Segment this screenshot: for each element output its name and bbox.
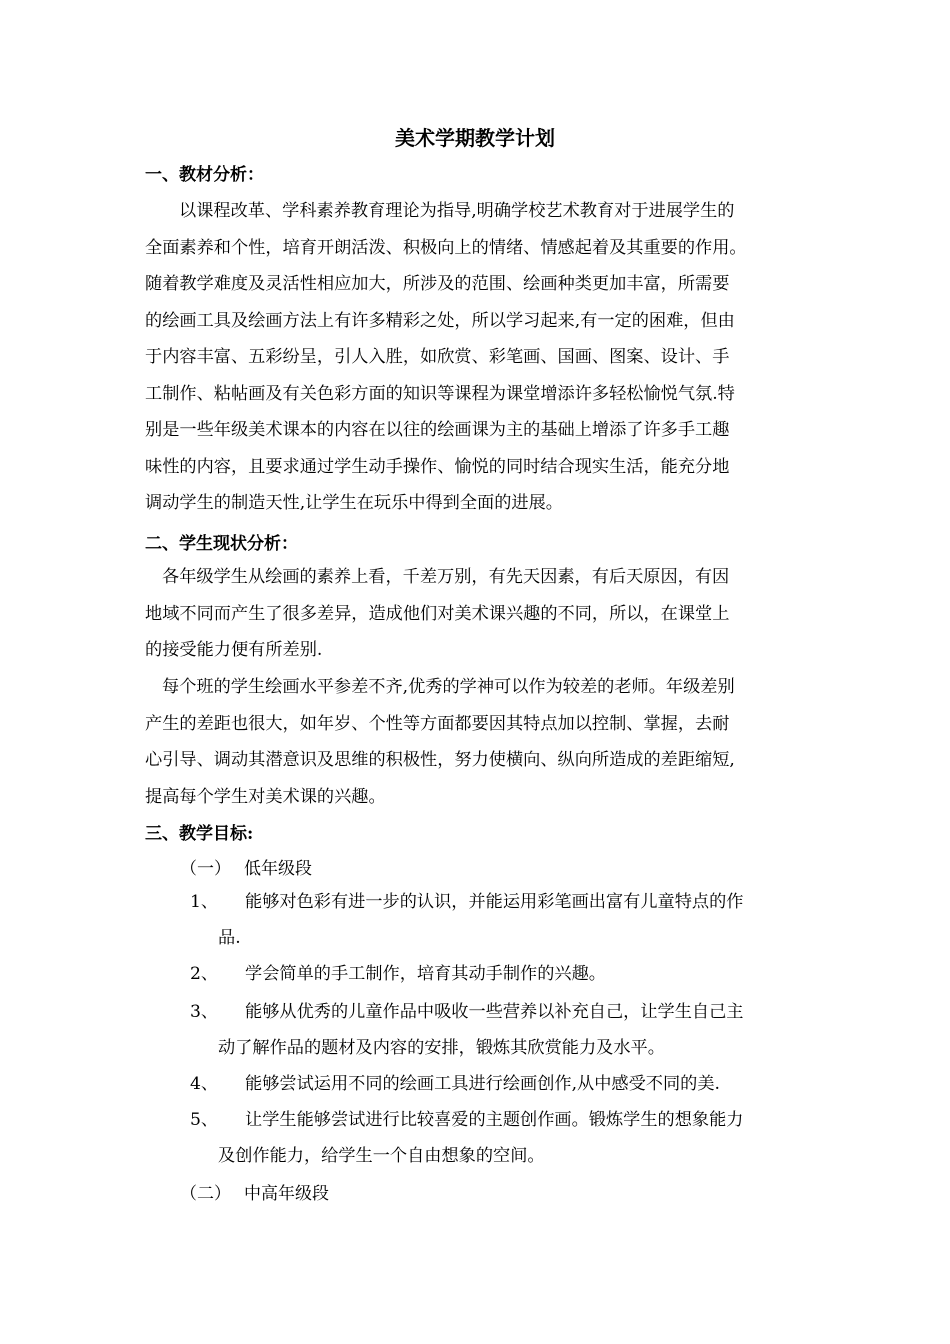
paragraph-line: 别是一些年级美术课本的内容在以往的绘画课为主的基础上增添了许多手工趣 (145, 420, 730, 440)
paragraph-line: 的绘画工具及绘画方法上有许多精彩之处，所以学习起来,有一定的困难，但由 (145, 310, 735, 331)
paragraph-line: 于内容丰富、五彩纷呈，引人入胜，如欣赏、彩笔画、国画、图案、设计、手 (145, 347, 730, 367)
paragraph-line: 随着教学难度及灵活性相应加大，所涉及的范围、绘画种类更加丰富，所需要 (145, 274, 730, 294)
paragraph-line: 全面素养和个性，培育开朗活泼、积极向上的情绪、情感起着及其重要的作用。 (145, 237, 747, 258)
item-text-continued: 品. (218, 928, 241, 948)
item-number: 1、 (190, 892, 219, 912)
item-text: 能够尝试运用不同的绘画工具进行绘画创作,从中感受不同的美. (245, 1074, 720, 1094)
item-text-continued: 及创作能力，给学生一个自由想象的空间。 (218, 1146, 545, 1166)
paragraph-line: 各年级学生从绘画的素养上看，千差万别，有先天因素，有后天原因，有因 (162, 567, 730, 587)
section-heading-textbook-analysis: 一、教材分析： (145, 165, 264, 185)
paragraph-line: 产生的差距也很大，如年岁、个性等方面都要因其特点加以控制、掌握，去耐 (145, 713, 730, 734)
subsection-marker: （二） (180, 1184, 231, 1204)
item-text-continued: 动了解作品的题材及内容的安排，锻炼其欣赏能力及水平。 (218, 1038, 665, 1058)
item-number: 3、 (190, 1002, 219, 1022)
paragraph-line: 提高每个学生对美术课的兴趣。 (145, 786, 386, 807)
item-text: 学会简单的手工制作，培育其动手制作的兴趣。 (245, 964, 606, 984)
item-number: 5、 (190, 1110, 219, 1130)
item-number: 4、 (190, 1074, 219, 1094)
subsection-label: 中高年级段 (244, 1184, 329, 1204)
paragraph-line: 以课程改革、学科素养教育理论为指导,明确学校艺术教育对于进展学生的 (179, 201, 735, 221)
subsection-marker: （一） (180, 859, 231, 879)
paragraph-line: 工制作、粘帖画及有关色彩方面的知识等课程为课堂增添许多轻松愉悦气氛.特 (145, 383, 735, 404)
item-text: 让学生能够尝试进行比较喜爱的主题创作画。锻炼学生的想象能力 (245, 1110, 744, 1130)
paragraph-student-analysis-2 (145, 669, 815, 815)
paragraph-line: 每个班的学生绘画水平参差不齐,优秀的学神可以作为较差的老师。年级差别 (162, 677, 735, 697)
paragraph-line: 味性的内容，且要求通过学生动手操作、愉悦的同时结合现实生活，能充分地 (145, 456, 730, 477)
section-heading-student-analysis: 二、学生现状分析： (145, 534, 298, 554)
paragraph-line: 地域不同而产生了很多差异，造成他们对美术课兴趣的不同，所以，在课堂上 (145, 603, 730, 624)
document-title: 美术学期教学计划 (395, 126, 555, 150)
subsection-label: 低年级段 (244, 859, 312, 879)
paragraph-textbook-analysis (145, 193, 815, 522)
item-text: 能够从优秀的儿童作品中吸收一些营养以补充自己，让学生自己主 (245, 1002, 744, 1022)
paragraph-line: 调动学生的制造天性,让学生在玩乐中得到全面的进展。 (145, 493, 563, 513)
item-number: 2、 (190, 964, 219, 984)
item-text: 能够对色彩有进一步的认识，并能运用彩笔画出富有儿童特点的作 (245, 892, 744, 912)
paragraph-line: 心引导、调动其潜意识及思维的积极性，努力使横向、纵向所造成的差距缩短, (145, 750, 735, 770)
paragraph-student-analysis-1 (145, 559, 815, 669)
section-heading-teaching-goals: 三、教学目标: (145, 824, 254, 844)
subsection-lower-grades (180, 857, 312, 881)
subsection-upper-grades (180, 1182, 329, 1206)
paragraph-line: 的接受能力便有所差别. (145, 640, 323, 660)
